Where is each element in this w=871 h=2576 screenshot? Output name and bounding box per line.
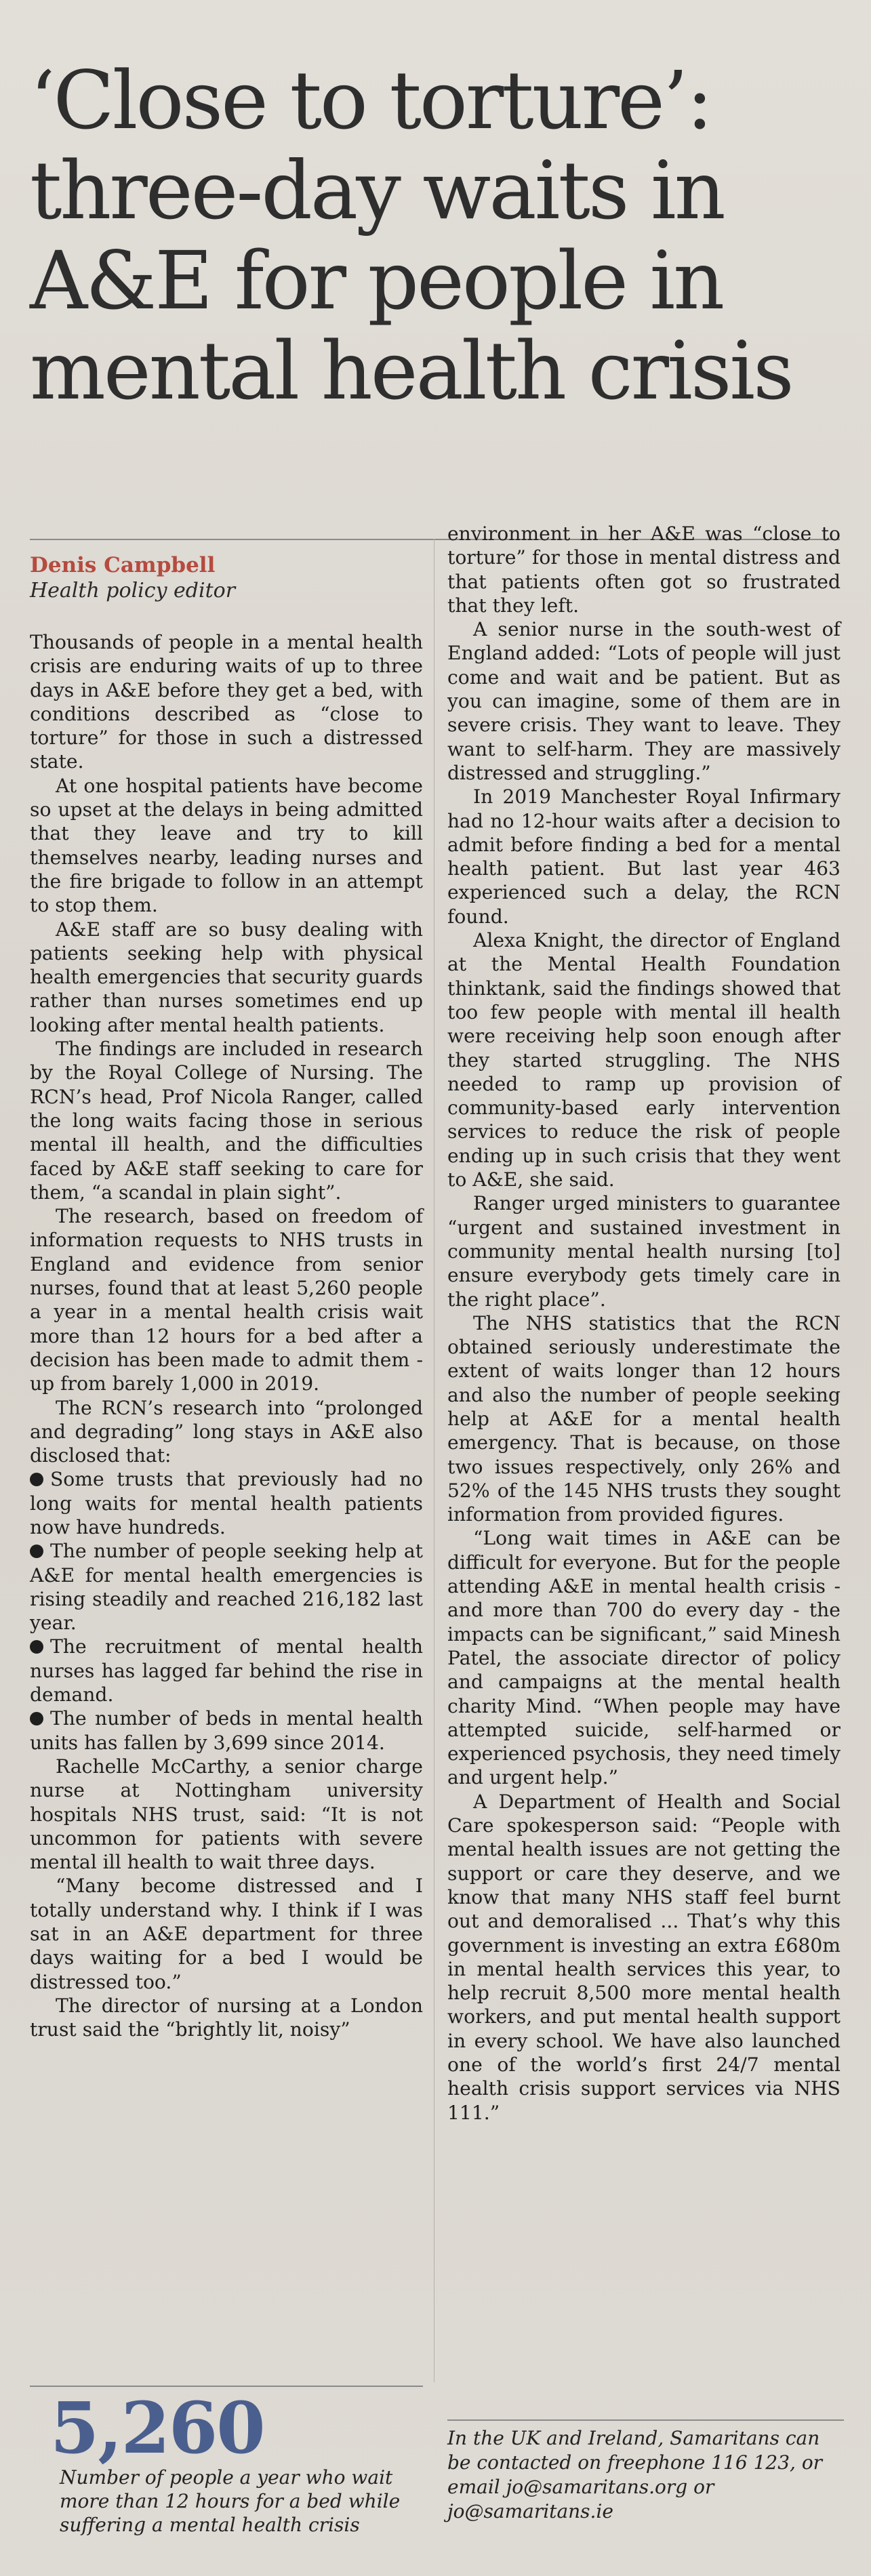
- article-paragraph: [30, 1396, 423, 1468]
- paragraph-text: The RCN’s research into “prolonged and degrading” long stays in A&E also disclosed that:: [30, 1396, 423, 1467]
- headline-line-3: A&E for people in: [30, 234, 723, 327]
- headline-line-2: three-day waits in: [30, 144, 724, 237]
- article-paragraph: [447, 1191, 840, 1311]
- article-paragraph: [30, 1755, 423, 1874]
- paragraph-text: The director of nursing at a London trust said the “brightly lit, noisy”: [30, 1994, 423, 2041]
- article-paragraph: [30, 1204, 423, 1395]
- samaritans-help-text: In the UK and Ireland, Samaritans can be contacted on freephone 116 123, or email jo@samaritans.org or jo@samaritans.ie: [447, 2427, 823, 2522]
- paragraph-text: A Department of Health and Social Care spokesperson said: “People with mental health issues are not getting the support or care they deserve, and we know that many NHS staff feel burnt out and demoralised ... That’s why this government is investing an extra £680m in mental health services this year, to help recruit 8,500 more mental health workers, and put mental health support in every school. We have also launched one of the world’s first 24/7 mental health crisis support services via NHS 111.”: [447, 1790, 840, 2124]
- article-paragraph: [447, 522, 840, 617]
- article-paragraph: [30, 1994, 423, 2042]
- bullet-icon: [30, 1712, 43, 1725]
- headline-line-1: ‘Close to torture’:: [30, 54, 712, 147]
- article-column-left: [30, 630, 423, 2042]
- paragraph-text: The recruitment of mental health nurses has lagged far behind the rise in demand.: [30, 1635, 423, 1706]
- article-column-right: [447, 522, 840, 2125]
- paragraph-text: The research, based on freedom of information requests to NHS trusts in England and evidence from senior nurses, found that at least 5,260 people a year in a mental health crisis wait more than 12 hours for a bed after a decision has been made to admit them - up from barely 1,000 in 2019.: [30, 1205, 423, 1395]
- paragraph-text: Some trusts that previously had no long waits for mental health patients now have hundreds.: [30, 1468, 423, 1538]
- bullet-point: [30, 1467, 423, 1539]
- paragraph-text: The number of people seeking help at A&E for mental health emergencies is rising steadily and reached 216,182 last year.: [30, 1540, 423, 1635]
- article-paragraph: [30, 1037, 423, 1204]
- article-paragraph: [447, 785, 840, 928]
- article-paragraph: [447, 1526, 840, 1789]
- author-role: Health policy editor: [30, 579, 236, 602]
- paragraph-text: Rachelle McCarthy, a senior charge nurse at Nottingham university hospitals NHS trust, said: “It is not uncommon for patients with severe mental ill health to wait three days.: [30, 1755, 423, 1874]
- paragraph-text: Alexa Knight, the director of England at the Mental Health Foundation thinktank, said the findings showed that too few people with mental ill health were receiving help soon enough after they started struggling. The NHS needed to ramp up provision of community-based early intervention services to reduce the risk of people ending up in such crisis that they went to A&E, she said.: [447, 929, 840, 1191]
- paragraph-text: environment in her A&E was “close to torture” for those in mental distress and that patients often got so frustrated that they left.: [447, 523, 840, 617]
- author-name: Denis Campbell: [30, 553, 216, 577]
- paragraph-text: The NHS statistics that the RCN obtained seriously underestimate the extent of waits longer than 12 hours and also the number of people seeking help at A&E for a mental health emergency. That is because, on those two issues respectively, only 26% and 52% of the 145 NHS trusts they sought information from provided figures.: [447, 1311, 840, 1526]
- article-paragraph: [447, 617, 840, 785]
- paragraph-text: The findings are included in research by the Royal College of Nursing. The RCN’s head, Prof Nicola Ranger, called the long waits facing those in serious mental ill health, and the difficulties faced by A&E staff seeking to care for them, “a scandal in plain sight”.: [30, 1038, 423, 1204]
- paragraph-text: Ranger urged ministers to guarantee “urgent and sustained investment in community mental health nursing [to] ensure everybody gets timely care in the right place”.: [447, 1192, 840, 1311]
- pull-quote: [30, 2386, 423, 2537]
- paragraph-text: In 2019 Manchester Royal Infirmary had no 12-hour waits after a decision to admit before finding a bed for a mental health patient. But last year 463 experienced such a delay, the RCN found.: [447, 785, 840, 928]
- paragraph-text: A&E staff are so busy dealing with patients seeking help with physical health emergencies that security guards rather than nurses sometimes end up looking after mental health patients.: [30, 918, 423, 1036]
- headline: [30, 56, 843, 416]
- bullet-point: [30, 1539, 423, 1635]
- byline: [30, 552, 423, 604]
- paragraph-text: A senior nurse in the south-west of England added: “Lots of people will just come and wait and be patient. But as you can imagine, some of them are in severe crisis. They want to leave. They want to self-harm. They are massively distressed and struggling.”: [447, 618, 840, 784]
- bullet-point: [30, 1706, 423, 1755]
- article-paragraph: [447, 1311, 840, 1527]
- article-paragraph: [30, 1874, 423, 1993]
- samaritans-help-box: [447, 2419, 844, 2524]
- paragraph-text: “Long wait times in A&E can be difficult for everyone. But for the people attending A&E in mental health crisis - and more than 700 do every day - the impacts can be significant,” said Minesh Patel, the associate director of policy and campaigns at the mental health charity Mind. “When people may have attempted suicide, self-harmed or experienced psychosis, they need timely and urgent help.”: [447, 1527, 840, 1789]
- article-paragraph: [30, 630, 423, 774]
- paragraph-text: “Many become distressed and I totally understand why. I think if I was sat in an A&E department for three days waiting for a bed I would be distressed too.”: [30, 1875, 423, 1993]
- paragraph-text: Thousands of people in a mental health crisis are enduring waits of up to three days in A&E before they get a bed, with conditions described as “close to torture” for those in such a distressed state.: [30, 631, 423, 773]
- article-paragraph: [447, 1790, 840, 2125]
- paragraph-text: The number of beds in mental health units has fallen by 3,699 since 2014.: [30, 1707, 423, 1754]
- bullet-icon: [30, 1473, 43, 1486]
- bullet-icon: [30, 1640, 43, 1654]
- pull-quote-number: 5,260: [50, 2386, 264, 2470]
- article-paragraph: [30, 918, 423, 1037]
- article-paragraph: [447, 928, 840, 1191]
- pull-quote-caption: Number of people a year who wait more than 12 hours for a bed while suffering a mental health crisis: [60, 2466, 401, 2536]
- headline-line-4: mental health crisis: [30, 324, 792, 417]
- bullet-icon: [30, 1545, 43, 1558]
- article-paragraph: [30, 774, 423, 918]
- bullet-point: [30, 1635, 423, 1706]
- paragraph-text: At one hospital patients have become so upset at the delays in being admitted that they leave and try to kill themselves nearby, leading nurses and the fire brigade to follow in an attempt to stop them.: [30, 774, 423, 917]
